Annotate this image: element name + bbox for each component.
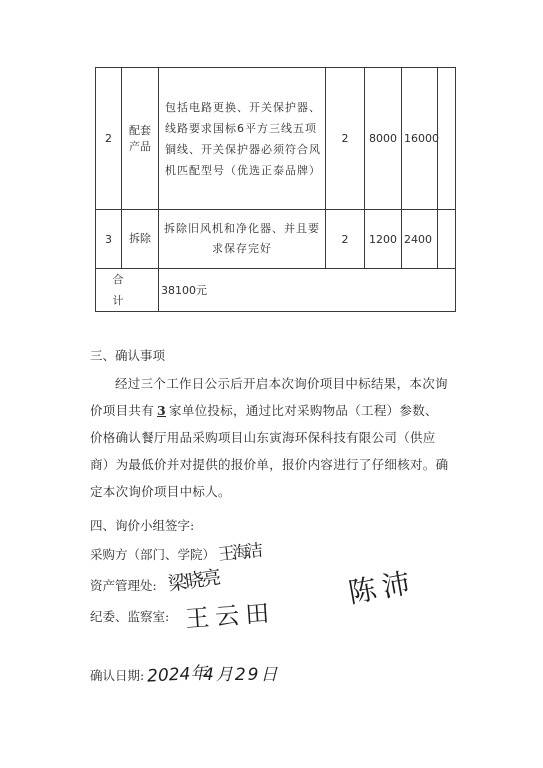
signature-discipline: 王云田 — [184, 598, 277, 634]
empty-cell — [438, 210, 456, 269]
section4-title: 四、询价小组签字: — [90, 518, 195, 533]
signature-right: 陈沛 — [345, 565, 419, 610]
row-number: 3 — [96, 210, 122, 269]
item-name — [122, 68, 159, 210]
paragraph-part-b: 家单位投标，通过比对采购物品（工程）参数、价格确认餐厅用品采购项目山东寅海环保科技有限公司（供应商）为最低价并对提供的报价单，报价内容进行了仔细核对。确定本次询价项目中标人。 — [90, 403, 449, 499]
confirm-date-year: 2024年 — [146, 663, 208, 687]
table-row — [96, 68, 456, 210]
label-buyer: 采购方（部门、学院） — [90, 547, 216, 562]
item-quantity: 2 — [326, 210, 365, 269]
sum-label: 合 计 — [96, 269, 159, 312]
section3-title: 三、确认事项 — [90, 348, 166, 363]
item-unit-price: 1200 — [365, 210, 402, 269]
item-total: 16000 — [402, 68, 438, 210]
signature-asset: 梁晓亮 — [166, 566, 221, 596]
item-description — [159, 210, 326, 269]
confirm-date-month-day: 4月29日 — [203, 665, 280, 685]
section3-paragraph — [90, 370, 450, 505]
item-unit-price: 8000 — [365, 68, 402, 210]
label-discipline: 纪委、监察室: — [90, 609, 170, 624]
row-number: 2 — [96, 68, 122, 210]
item-name-text: 配套产品 — [129, 123, 151, 153]
label-asset: 资产管理处: — [90, 578, 157, 593]
sum-value: 38100元 — [159, 269, 456, 312]
table-row — [96, 210, 456, 269]
quotation-table — [95, 67, 456, 312]
signature-buyer: 王海洁 — [217, 540, 262, 566]
paragraph-part-a: 经过三个工作日公示后开启本次询价项目中标结果，本次询价项目共有 — [90, 376, 448, 418]
item-total: 2400 — [402, 210, 438, 269]
table-row-sum — [96, 269, 456, 312]
item-name: 拆除 — [122, 210, 159, 269]
item-description — [159, 68, 326, 210]
item-quantity: 2 — [326, 68, 365, 210]
bidder-count: 3 — [157, 403, 167, 418]
confirm-date-label: 确认日期: — [90, 668, 145, 683]
empty-cell — [438, 68, 456, 210]
item-description-text: 拆除旧风机和净化器、并且要求保存完好 — [164, 222, 320, 255]
item-description-text: 包括电路更换、开关保护器、线路要求国标6平方三线五项铜线、开关保护器必须符合风机匹配型号（优选正泰品牌） — [165, 100, 321, 177]
